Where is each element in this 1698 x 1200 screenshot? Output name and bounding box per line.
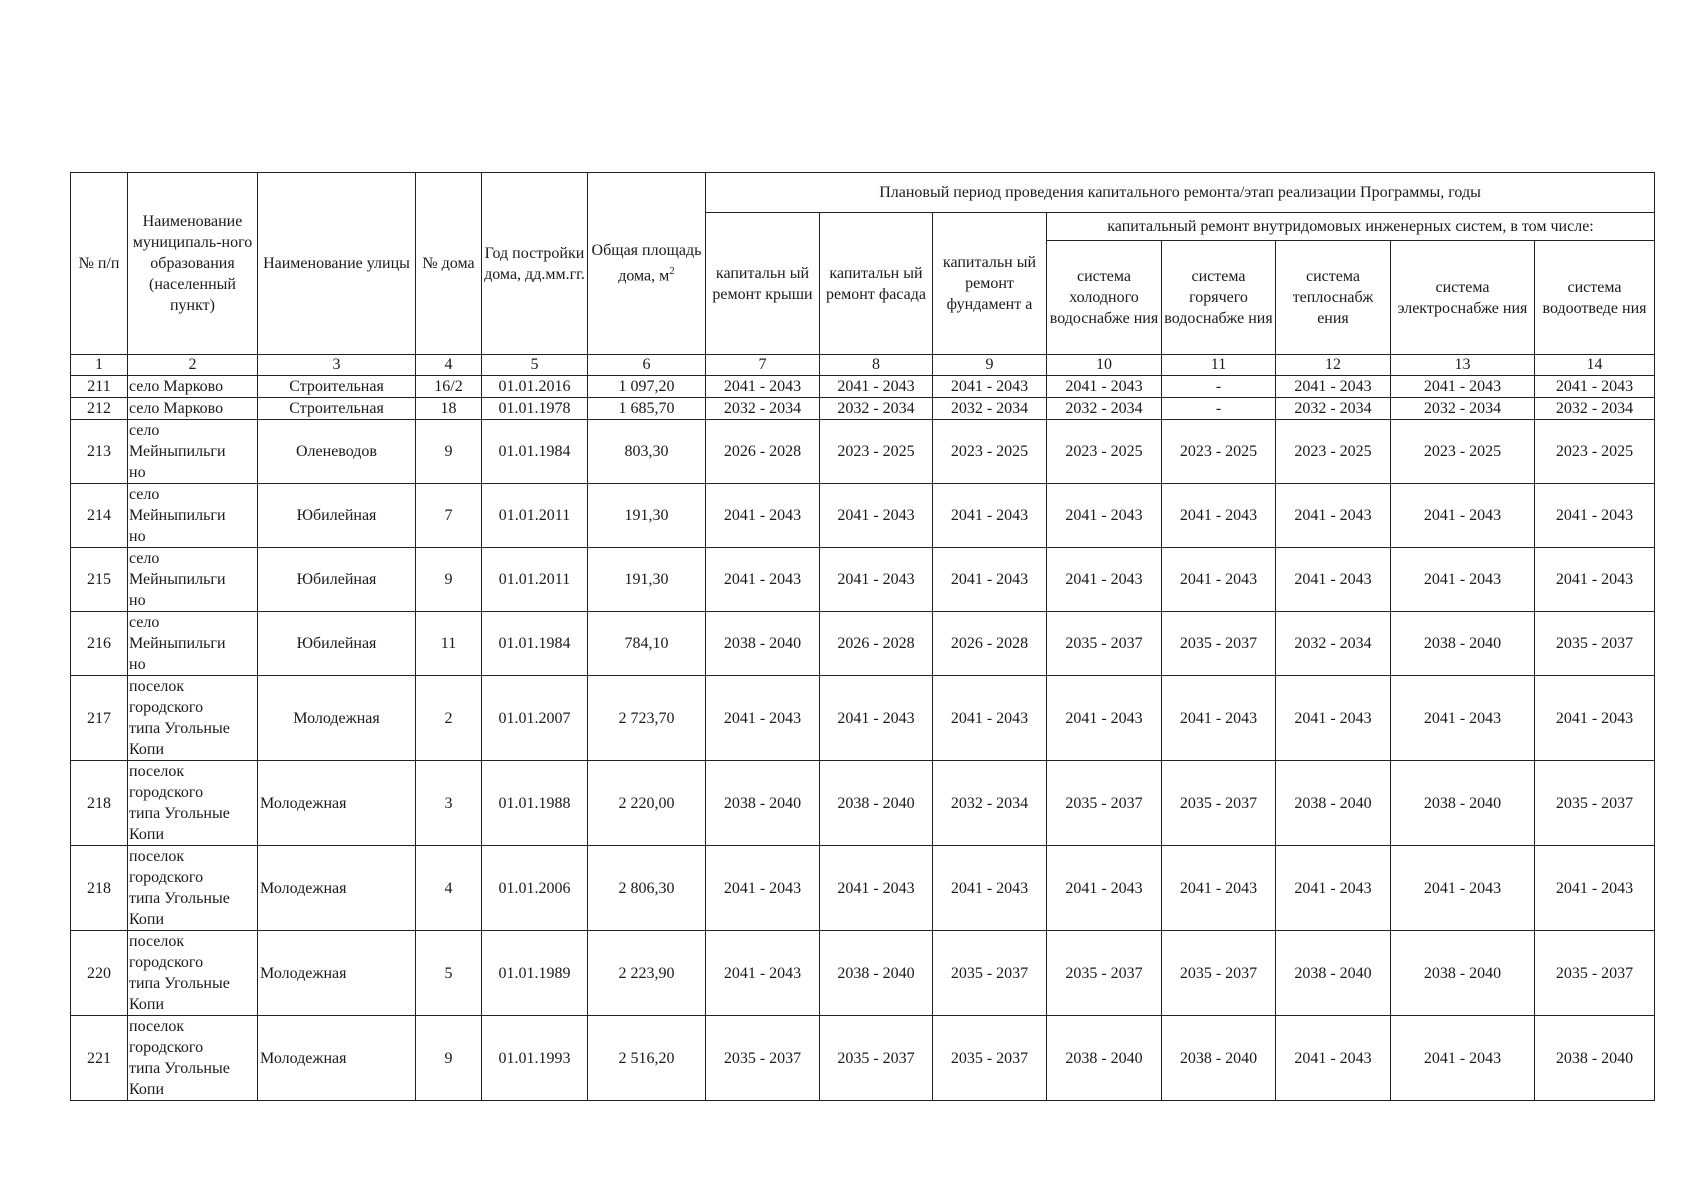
municipality-line: Мейныпильги	[129, 507, 226, 524]
municipality-cell	[128, 420, 258, 484]
header-municipality: Наименование муниципаль-ного образования (населенный пункт)	[128, 173, 258, 355]
row-number-cell: 221	[71, 1016, 128, 1101]
column-number: 14	[1535, 355, 1655, 376]
municipality-line: село Марково	[129, 400, 224, 417]
electricity-period-cell: 2038 - 2040	[1391, 761, 1535, 846]
sewerage-period-cell: 2035 - 2037	[1535, 612, 1655, 676]
municipality-line: Копи	[129, 996, 164, 1013]
cold-water-period-cell: 2041 - 2043	[1047, 548, 1162, 612]
roof-period-cell: 2035 - 2037	[706, 1016, 820, 1101]
hot-water-period-cell: 2041 - 2043	[1162, 484, 1276, 548]
table-row	[71, 420, 1655, 484]
build-year-cell: 01.01.1984	[482, 612, 588, 676]
facade-period-cell: 2041 - 2043	[820, 484, 933, 548]
foundation-period-cell: 2041 - 2043	[933, 846, 1047, 931]
column-number: 7	[706, 355, 820, 376]
facade-period-cell: 2041 - 2043	[820, 548, 933, 612]
row-number-cell: 216	[71, 612, 128, 676]
foundation-period-cell: 2032 - 2034	[933, 761, 1047, 846]
roof-period-cell: 2038 - 2040	[706, 761, 820, 846]
municipality-cell	[128, 398, 258, 420]
total-area-cell: 2 220,00	[588, 761, 706, 846]
row-number-cell: 211	[71, 376, 128, 398]
roof-period-cell: 2041 - 2043	[706, 484, 820, 548]
hot-water-period-cell: 2038 - 2040	[1162, 1016, 1276, 1101]
street-cell: Строительная	[258, 398, 416, 420]
foundation-period-cell: 2023 - 2025	[933, 420, 1047, 484]
total-area-cell: 803,30	[588, 420, 706, 484]
house-number-cell: 5	[416, 931, 482, 1016]
municipality-line: село	[129, 486, 160, 503]
sewerage-period-cell: 2038 - 2040	[1535, 1016, 1655, 1101]
heating-period-cell: 2023 - 2025	[1276, 420, 1391, 484]
total-area-cell: 2 806,30	[588, 846, 706, 931]
build-year-cell: 01.01.1989	[482, 931, 588, 1016]
street-cell: Молодежная	[258, 1016, 416, 1101]
build-year-cell: 01.01.2006	[482, 846, 588, 931]
electricity-period-cell: 2041 - 2043	[1391, 548, 1535, 612]
municipality-line: типа Угольные	[129, 890, 230, 907]
build-year-cell: 01.01.1993	[482, 1016, 588, 1101]
header-cold-water: система холодного водоснабже ния	[1047, 241, 1162, 355]
house-number-cell: 9	[416, 1016, 482, 1101]
municipality-line: Мейныпильги	[129, 571, 226, 588]
electricity-period-cell: 2032 - 2034	[1391, 398, 1535, 420]
header-street: Наименование улицы	[258, 173, 416, 355]
roof-period-cell: 2041 - 2043	[706, 846, 820, 931]
heating-period-cell: 2041 - 2043	[1276, 376, 1391, 398]
municipality-line: но	[129, 656, 146, 673]
electricity-period-cell: 2041 - 2043	[1391, 846, 1535, 931]
foundation-period-cell: 2035 - 2037	[933, 1016, 1047, 1101]
municipality-line: Мейныпильги	[129, 635, 226, 652]
total-area-cell: 784,10	[588, 612, 706, 676]
house-number-cell: 11	[416, 612, 482, 676]
house-number-cell: 2	[416, 676, 482, 761]
foundation-period-cell: 2035 - 2037	[933, 931, 1047, 1016]
header-foundation-repair: капитальн ый ремонт фундамент а	[933, 213, 1047, 355]
municipality-line: Копи	[129, 911, 164, 928]
column-number: 6	[588, 355, 706, 376]
total-area-cell: 2 516,20	[588, 1016, 706, 1101]
build-year-cell: 01.01.1984	[482, 420, 588, 484]
municipality-cell	[128, 761, 258, 846]
facade-period-cell: 2041 - 2043	[820, 376, 933, 398]
header-build-year: Год постройки дома, дд.мм.гг.	[482, 173, 588, 355]
column-number: 10	[1047, 355, 1162, 376]
municipality-line: село	[129, 614, 160, 631]
total-area-cell: 191,30	[588, 548, 706, 612]
cold-water-period-cell: 2041 - 2043	[1047, 676, 1162, 761]
municipality-cell	[128, 1016, 258, 1101]
row-number-cell: 218	[71, 761, 128, 846]
capital-repair-schedule-table	[70, 172, 1655, 1101]
cold-water-period-cell: 2023 - 2025	[1047, 420, 1162, 484]
heating-period-cell: 2041 - 2043	[1276, 676, 1391, 761]
municipality-line: село Марково	[129, 378, 224, 395]
hot-water-period-cell: 2041 - 2043	[1162, 548, 1276, 612]
heating-period-cell: 2041 - 2043	[1276, 484, 1391, 548]
cold-water-period-cell: 2041 - 2043	[1047, 846, 1162, 931]
electricity-period-cell: 2038 - 2040	[1391, 931, 1535, 1016]
municipality-line: Копи	[129, 741, 164, 758]
house-number-cell: 3	[416, 761, 482, 846]
header-hot-water: система горячего водоснабже ния	[1162, 241, 1276, 355]
sewerage-period-cell: 2035 - 2037	[1535, 931, 1655, 1016]
header-internal-systems: капитальный ремонт внутридомовых инженерных систем, в том числе:	[1047, 213, 1655, 241]
roof-period-cell: 2038 - 2040	[706, 612, 820, 676]
heating-period-cell: 2041 - 2043	[1276, 1016, 1391, 1101]
header-facade-repair: капитальн ый ремонт фасада	[820, 213, 933, 355]
municipality-cell	[128, 376, 258, 398]
municipality-line: Копи	[129, 826, 164, 843]
municipality-cell	[128, 484, 258, 548]
row-number-cell: 212	[71, 398, 128, 420]
facade-period-cell: 2035 - 2037	[820, 1016, 933, 1101]
table-row	[71, 676, 1655, 761]
municipality-line: поселок	[129, 933, 185, 950]
electricity-period-cell: 2038 - 2040	[1391, 612, 1535, 676]
electricity-period-cell: 2041 - 2043	[1391, 676, 1535, 761]
municipality-cell	[128, 676, 258, 761]
municipality-line: городского	[129, 954, 204, 971]
municipality-line: поселок	[129, 1018, 185, 1035]
table-row	[71, 846, 1655, 931]
municipality-line: городского	[129, 1039, 204, 1056]
heating-period-cell: 2041 - 2043	[1276, 846, 1391, 931]
municipality-line: село	[129, 550, 160, 567]
header-roof-repair: капитальн ый ремонт крыши	[706, 213, 820, 355]
facade-period-cell: 2038 - 2040	[820, 931, 933, 1016]
table-row	[71, 1016, 1655, 1101]
hot-water-period-cell: 2035 - 2037	[1162, 612, 1276, 676]
row-number-cell: 218	[71, 846, 128, 931]
municipality-line: Мейныпильги	[129, 443, 226, 460]
column-number: 2	[128, 355, 258, 376]
heating-period-cell: 2032 - 2034	[1276, 398, 1391, 420]
hot-water-period-cell: -	[1162, 398, 1276, 420]
cold-water-period-cell: 2032 - 2034	[1047, 398, 1162, 420]
column-number: 12	[1276, 355, 1391, 376]
header-plan-period: Плановый период проведения капитального ремонта/этап реализации Программы, годы	[706, 173, 1655, 213]
total-area-cell: 2 223,90	[588, 931, 706, 1016]
roof-period-cell: 2032 - 2034	[706, 398, 820, 420]
heating-period-cell: 2041 - 2043	[1276, 548, 1391, 612]
facade-period-cell: 2023 - 2025	[820, 420, 933, 484]
municipality-line: поселок	[129, 763, 185, 780]
street-cell: Молодежная	[258, 761, 416, 846]
house-number-cell: 18	[416, 398, 482, 420]
municipality-line: поселок	[129, 678, 185, 695]
roof-period-cell: 2041 - 2043	[706, 931, 820, 1016]
column-number: 5	[482, 355, 588, 376]
house-number-cell: 7	[416, 484, 482, 548]
municipality-line: типа Угольные	[129, 975, 230, 992]
facade-period-cell: 2026 - 2028	[820, 612, 933, 676]
total-area-cell: 191,30	[588, 484, 706, 548]
street-cell: Молодежная	[258, 676, 416, 761]
column-number: 9	[933, 355, 1047, 376]
sewerage-period-cell: 2041 - 2043	[1535, 846, 1655, 931]
hot-water-period-cell: 2035 - 2037	[1162, 761, 1276, 846]
hot-water-period-cell: 2041 - 2043	[1162, 846, 1276, 931]
municipality-line: городского	[129, 784, 204, 801]
column-number: 13	[1391, 355, 1535, 376]
table-row	[71, 612, 1655, 676]
municipality-line: типа Угольные	[129, 720, 230, 737]
hot-water-period-cell: 2023 - 2025	[1162, 420, 1276, 484]
foundation-period-cell: 2026 - 2028	[933, 612, 1047, 676]
column-number: 4	[416, 355, 482, 376]
municipality-line: поселок	[129, 848, 185, 865]
sewerage-period-cell: 2041 - 2043	[1535, 376, 1655, 398]
roof-period-cell: 2041 - 2043	[706, 676, 820, 761]
street-cell: Юбилейная	[258, 484, 416, 548]
facade-period-cell: 2041 - 2043	[820, 846, 933, 931]
cold-water-period-cell: 2035 - 2037	[1047, 931, 1162, 1016]
roof-period-cell: 2026 - 2028	[706, 420, 820, 484]
municipality-line: но	[129, 528, 146, 545]
build-year-cell: 01.01.1978	[482, 398, 588, 420]
cold-water-period-cell: 2035 - 2037	[1047, 612, 1162, 676]
facade-period-cell: 2038 - 2040	[820, 761, 933, 846]
municipality-line: городского	[129, 869, 204, 886]
foundation-period-cell: 2041 - 2043	[933, 376, 1047, 398]
build-year-cell: 01.01.2011	[482, 548, 588, 612]
row-number-cell: 215	[71, 548, 128, 612]
cold-water-period-cell: 2035 - 2037	[1047, 761, 1162, 846]
total-area-cell: 2 723,70	[588, 676, 706, 761]
cold-water-period-cell: 2041 - 2043	[1047, 376, 1162, 398]
hot-water-period-cell: 2041 - 2043	[1162, 676, 1276, 761]
municipality-line: типа Угольные	[129, 1060, 230, 1077]
house-number-cell: 4	[416, 846, 482, 931]
foundation-period-cell: 2041 - 2043	[933, 548, 1047, 612]
sewerage-period-cell: 2032 - 2034	[1535, 398, 1655, 420]
municipality-line: но	[129, 592, 146, 609]
house-number-cell: 9	[416, 548, 482, 612]
facade-period-cell: 2032 - 2034	[820, 398, 933, 420]
roof-period-cell: 2041 - 2043	[706, 376, 820, 398]
header-total-area: Общая площадь дома, $м^2$	[588, 173, 706, 355]
build-year-cell: 01.01.1988	[482, 761, 588, 846]
table-row	[71, 398, 1655, 420]
sewerage-period-cell: 2041 - 2043	[1535, 484, 1655, 548]
street-cell: Юбилейная	[258, 548, 416, 612]
facade-period-cell: 2041 - 2043	[820, 676, 933, 761]
sewerage-period-cell: 2041 - 2043	[1535, 548, 1655, 612]
cold-water-period-cell: 2041 - 2043	[1047, 484, 1162, 548]
sewerage-period-cell: 2041 - 2043	[1535, 676, 1655, 761]
column-number: 8	[820, 355, 933, 376]
header-electricity: система электроснабже ния	[1391, 241, 1535, 355]
row-number-cell: 213	[71, 420, 128, 484]
column-number-row	[71, 355, 1655, 376]
table-row	[71, 548, 1655, 612]
row-number-cell: 217	[71, 676, 128, 761]
column-number: 3	[258, 355, 416, 376]
hot-water-period-cell: 2035 - 2037	[1162, 931, 1276, 1016]
table-row	[71, 761, 1655, 846]
foundation-period-cell: 2041 - 2043	[933, 676, 1047, 761]
build-year-cell: 01.01.2007	[482, 676, 588, 761]
municipality-line: городского	[129, 699, 204, 716]
header-house-number: № дома	[416, 173, 482, 355]
heating-period-cell: 2032 - 2034	[1276, 612, 1391, 676]
street-cell: Оленеводов	[258, 420, 416, 484]
row-number-cell: 220	[71, 931, 128, 1016]
header-heating: система теплоснабж ения	[1276, 241, 1391, 355]
column-number: 1	[71, 355, 128, 376]
table-row	[71, 376, 1655, 398]
municipality-cell	[128, 931, 258, 1016]
heating-period-cell: 2038 - 2040	[1276, 761, 1391, 846]
municipality-line: но	[129, 464, 146, 481]
column-number: 11	[1162, 355, 1276, 376]
build-year-cell: 01.01.2011	[482, 484, 588, 548]
hot-water-period-cell: -	[1162, 376, 1276, 398]
row-number-cell: 214	[71, 484, 128, 548]
sewerage-period-cell: 2035 - 2037	[1535, 761, 1655, 846]
municipality-cell	[128, 612, 258, 676]
municipality-line: Копи	[129, 1081, 164, 1098]
electricity-period-cell: 2023 - 2025	[1391, 420, 1535, 484]
cold-water-period-cell: 2038 - 2040	[1047, 1016, 1162, 1101]
electricity-period-cell: 2041 - 2043	[1391, 484, 1535, 548]
house-number-cell: 9	[416, 420, 482, 484]
street-cell: Строительная	[258, 376, 416, 398]
header-row-number: № п/п	[71, 173, 128, 355]
build-year-cell: 01.01.2016	[482, 376, 588, 398]
total-area-cell: 1 685,70	[588, 398, 706, 420]
municipality-line: село	[129, 422, 160, 439]
municipality-cell	[128, 548, 258, 612]
header-sewerage: система водоотведе ния	[1535, 241, 1655, 355]
house-number-cell: 16/2	[416, 376, 482, 398]
municipality-line: типа Угольные	[129, 805, 230, 822]
heating-period-cell: 2038 - 2040	[1276, 931, 1391, 1016]
street-cell: Молодежная	[258, 846, 416, 931]
roof-period-cell: 2041 - 2043	[706, 548, 820, 612]
street-cell: Молодежная	[258, 931, 416, 1016]
foundation-period-cell: 2041 - 2043	[933, 484, 1047, 548]
municipality-cell	[128, 846, 258, 931]
electricity-period-cell: 2041 - 2043	[1391, 1016, 1535, 1101]
street-cell: Юбилейная	[258, 612, 416, 676]
total-area-cell: 1 097,20	[588, 376, 706, 398]
table-row	[71, 931, 1655, 1016]
table-row	[71, 484, 1655, 548]
sewerage-period-cell: 2023 - 2025	[1535, 420, 1655, 484]
electricity-period-cell: 2041 - 2043	[1391, 376, 1535, 398]
foundation-period-cell: 2032 - 2034	[933, 398, 1047, 420]
